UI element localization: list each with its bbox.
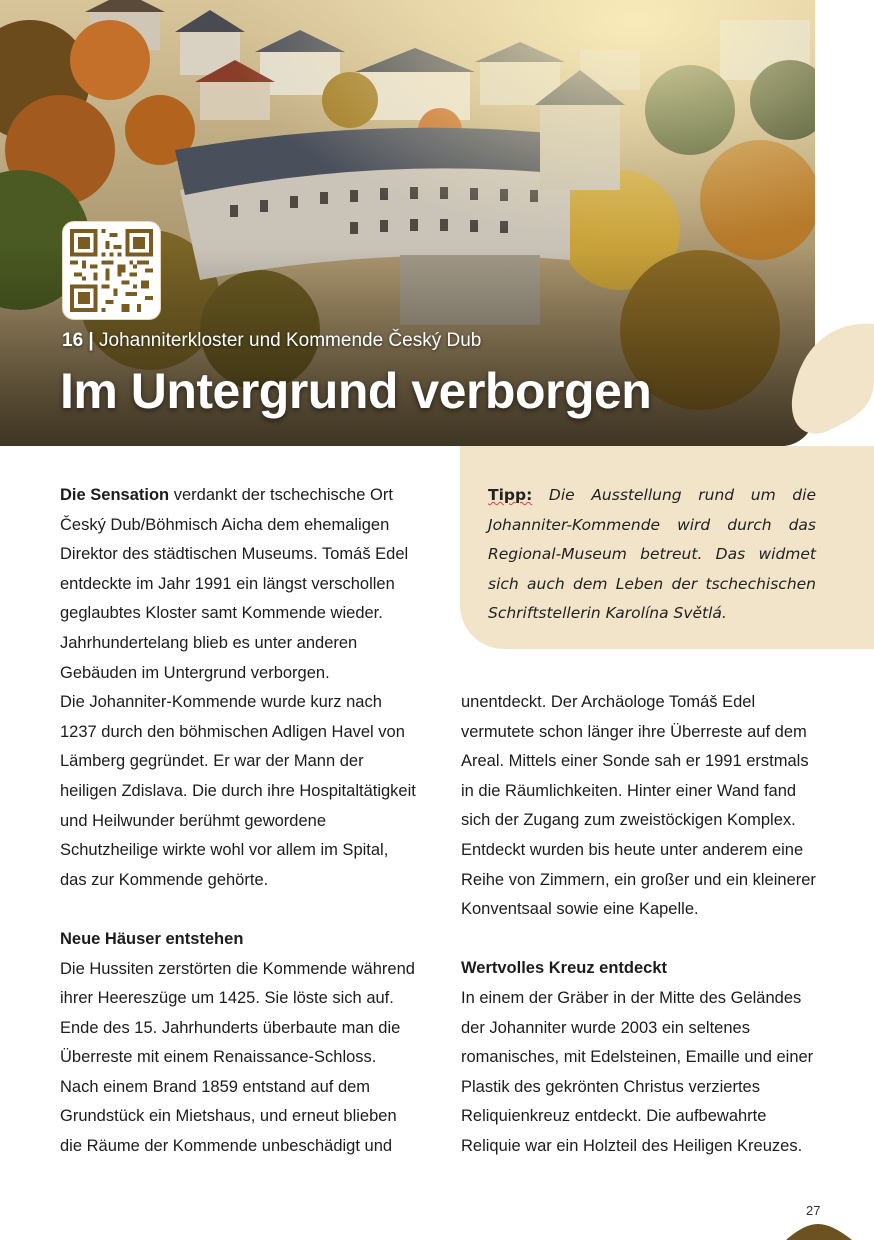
- corner-triangle-icon: [782, 1222, 874, 1240]
- paragraph-discovery: unentdeckt. Der Archäologe Tomáš Edel vermutete schon länger ihre Überreste auf dem Areal. Mittels einer Sonde sah er 1991 erstmals in die Räumlichkeiten. Hinter einer Wand fand sich der Zugang zum zweistöckigen Komplex. Entdeckt wurden bis heute unter anderem eine Reihe von Zimmern, ein großer und ein kleinerer Konventsaal sowie eine Kapelle.: [461, 693, 816, 919]
- paragraph-hussites: Die Hussiten zerstörten die Kommende während ihrer Heereszüge um 1425. Sie löste sich auf. Ende des 15. Jahrhunderts überbaute man die Überreste mit einem Renaissance-Schloss. Nach einem Brand 1859 entstand auf dem Grundstück ein Mietshaus, und erneut blieben die Räume der Kommende unbeschädigt und: [60, 959, 415, 1156]
- tip-label: Tipp:: [488, 486, 533, 504]
- tip-content: Die Ausstellung rund um die Johanniter-Kommende wird durch das Regional-Museum betreut. Das widmet sich auch dem Leben der tschechischen Schriftstellerin Karolína Světlá.: [488, 486, 816, 623]
- page-title: Im Untergrund verborgen: [60, 363, 652, 419]
- chapter-separator: |: [88, 330, 94, 351]
- chapter-subtitle-text: Johanniterkloster und Kommende Český Dub: [99, 330, 482, 351]
- section-heading-new-houses: Neue Häuser entstehen: [60, 929, 244, 948]
- paragraph-founding: Die Johanniter-Kommende wurde kurz nach 1237 durch den böhmischen Adligen Havel von Lämberg gegründet. Er war der Mann der heiligen Zdislava. Die durch ihre Hospitaltätigkeit und Heilwunder berühmt gewordene Schutzheilige wirkte wohl vor allem im Spital, das zur Kommende gehörte.: [60, 693, 416, 889]
- chapter-number: 16: [62, 330, 84, 351]
- qr-code[interactable]: [62, 221, 161, 320]
- intro-paragraph: [60, 481, 416, 688]
- tip-text-block: [488, 481, 816, 629]
- section-heading-cross: Wertvolles Kreuz entdeckt: [461, 959, 668, 978]
- intro-bold-lead: Die Sensation: [60, 486, 170, 504]
- chapter-subtitle: [62, 330, 481, 352]
- qr-code-icon: [70, 229, 153, 312]
- paragraph-cross: In einem der Gräber in der Mitte des Geländes der Johanniter wurde 2003 ein seltenes romanisches, mit Edelsteinen, Emaille und einer Plastik des gekrönten Christus verziertes Reliquienkreuz entdeckt. Die aufbewahrte Reliquie war ein Holzteil des Heiligen Kreuzes.: [461, 988, 814, 1155]
- article-column-left: [60, 481, 416, 1162]
- article-column-right: [461, 688, 821, 1162]
- intro-text: verdankt der tschechische Ort Český Dub/Böhmisch Aicha dem ehemaligen Direktor des städtischen Museums. Tomáš Edel entdeckte im Jahr 1991 ein längst verschollen geglaubtes Kloster samt Kommende wieder. Jahrhundertelang blieb es unter anderen Gebäuden im Untergrund verborgen.: [60, 486, 409, 682]
- page-number: 27: [806, 1203, 821, 1218]
